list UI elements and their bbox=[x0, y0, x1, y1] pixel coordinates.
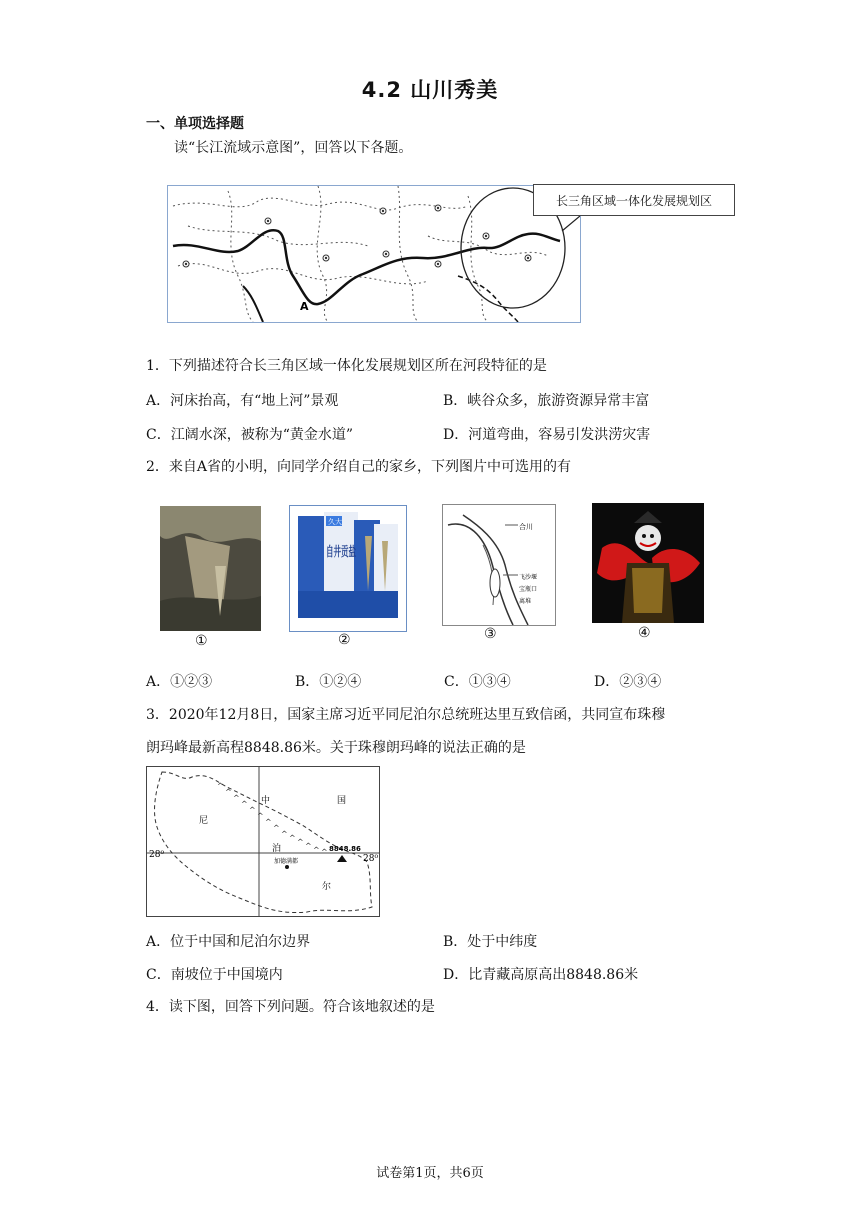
map-nepal-char-3: 尔 bbox=[322, 882, 332, 892]
pic-1-label: ① bbox=[195, 633, 208, 649]
svg-text:^: ^ bbox=[257, 812, 264, 821]
opera-photo bbox=[592, 503, 704, 623]
kathmandu-label: 加德满都 bbox=[274, 858, 299, 865]
q2-option-d[interactable]: D．②③④ bbox=[594, 674, 662, 690]
map3-label-4: 离堆 bbox=[519, 598, 532, 605]
yangtze-basin-map bbox=[167, 185, 581, 323]
province-a-label: A bbox=[300, 300, 309, 313]
map3-label-3: 宝瓶口 bbox=[519, 586, 538, 593]
svg-text:^: ^ bbox=[273, 824, 280, 833]
lat-left-label: 28⁰ bbox=[149, 850, 165, 860]
everest-map bbox=[146, 766, 380, 917]
svg-text:^: ^ bbox=[241, 800, 248, 809]
peak-height-label: 8848.86 bbox=[329, 845, 361, 853]
salt-title-text: 自井贡盐 bbox=[326, 545, 379, 560]
q3-option-c[interactable]: C．南坡位于中国境内 bbox=[146, 967, 283, 983]
q2-option-c[interactable]: C．①③④ bbox=[444, 674, 511, 690]
map3-label-1: 合川 bbox=[519, 523, 533, 531]
pic-2-label: ② bbox=[338, 632, 351, 648]
q3-option-b[interactable]: B．处于中纬度 bbox=[443, 934, 538, 950]
pic-3-label: ③ bbox=[484, 626, 497, 642]
svg-text:^: ^ bbox=[281, 830, 288, 839]
map-china-char-1: 中 bbox=[261, 796, 271, 806]
map3-label-2: 飞沙堰 bbox=[519, 574, 538, 581]
dujiangyan-map bbox=[442, 504, 556, 626]
q1-stem: 1．下列描述符合长三角区域一体化发展规划区所在河段特征的是 bbox=[146, 358, 547, 374]
q1-option-b[interactable]: B．峡谷众多，旅游资源异常丰富 bbox=[443, 393, 650, 409]
svg-text:^: ^ bbox=[321, 848, 328, 857]
svg-text:^: ^ bbox=[313, 846, 320, 855]
svg-text:^: ^ bbox=[233, 794, 240, 803]
svg-text:^: ^ bbox=[305, 842, 312, 851]
q2-option-b[interactable]: B．①②④ bbox=[295, 674, 362, 690]
section-heading: 一、单项选择题 bbox=[146, 116, 244, 132]
river-map-icon bbox=[443, 505, 555, 625]
svg-text:^: ^ bbox=[217, 782, 224, 791]
map-nepal-char-1: 尼 bbox=[199, 816, 209, 826]
q2-stem: 2．来自A省的小明，向同学介绍自己的家乡，下列图片中可选用的有 bbox=[146, 459, 572, 475]
opera-photo-icon bbox=[592, 503, 704, 623]
cave-photo-icon bbox=[160, 506, 261, 631]
q1-option-d[interactable]: D．河道弯曲，容易引发洪涝灾害 bbox=[443, 427, 651, 443]
salt-brand-text: 久大 bbox=[328, 518, 342, 526]
lat-right-label: 28⁰ bbox=[363, 854, 379, 864]
svg-text:^: ^ bbox=[297, 838, 304, 847]
salt-photo bbox=[289, 505, 407, 632]
delta-callout-label: 长三角区域一体化发展规划区 bbox=[533, 184, 735, 216]
q3-stem-line1: 3．2020年12月8日，国家主席习近平同尼泊尔总统班达里互致信函，共同宣布珠穆 bbox=[146, 707, 666, 723]
q3-option-a[interactable]: A．位于中国和尼泊尔边界 bbox=[146, 934, 311, 950]
page-footer: 试卷第1页，共6页 bbox=[376, 1166, 484, 1181]
q1-option-a[interactable]: A．河床抬高，有“地上河”景观 bbox=[146, 393, 339, 409]
svg-text:^: ^ bbox=[265, 818, 272, 827]
q3-stem-line2: 朗玛峰最新高程8848.86米。关于珠穆朗玛峰的说法正确的是 bbox=[146, 740, 526, 756]
svg-text:^: ^ bbox=[225, 788, 232, 797]
q2-option-a[interactable]: A．①②③ bbox=[146, 674, 213, 690]
svg-text:^: ^ bbox=[289, 834, 296, 843]
q4-stem: 4．读下图，回答下列问题。符合该地叙述的是 bbox=[146, 999, 435, 1015]
everest-map-drawing bbox=[147, 767, 379, 916]
cave-photo bbox=[160, 506, 261, 631]
q1-option-c[interactable]: C．江阔水深，被称为“黄金水道” bbox=[146, 427, 354, 443]
svg-text:^: ^ bbox=[249, 806, 256, 815]
pic-4-label: ④ bbox=[638, 625, 651, 641]
yangtze-map-drawing bbox=[168, 186, 580, 322]
map-china-char-2: 国 bbox=[337, 796, 347, 806]
map-nepal-char-2: 泊 bbox=[272, 844, 282, 854]
page-title: 4.2 山川秀美 bbox=[361, 78, 499, 102]
q3-option-d[interactable]: D．比青藏高原高出8848.86米 bbox=[443, 967, 639, 983]
intro-text: 读“长江流域示意图”，回答以下各题。 bbox=[174, 140, 413, 156]
salt-package-photo-icon bbox=[290, 506, 406, 631]
